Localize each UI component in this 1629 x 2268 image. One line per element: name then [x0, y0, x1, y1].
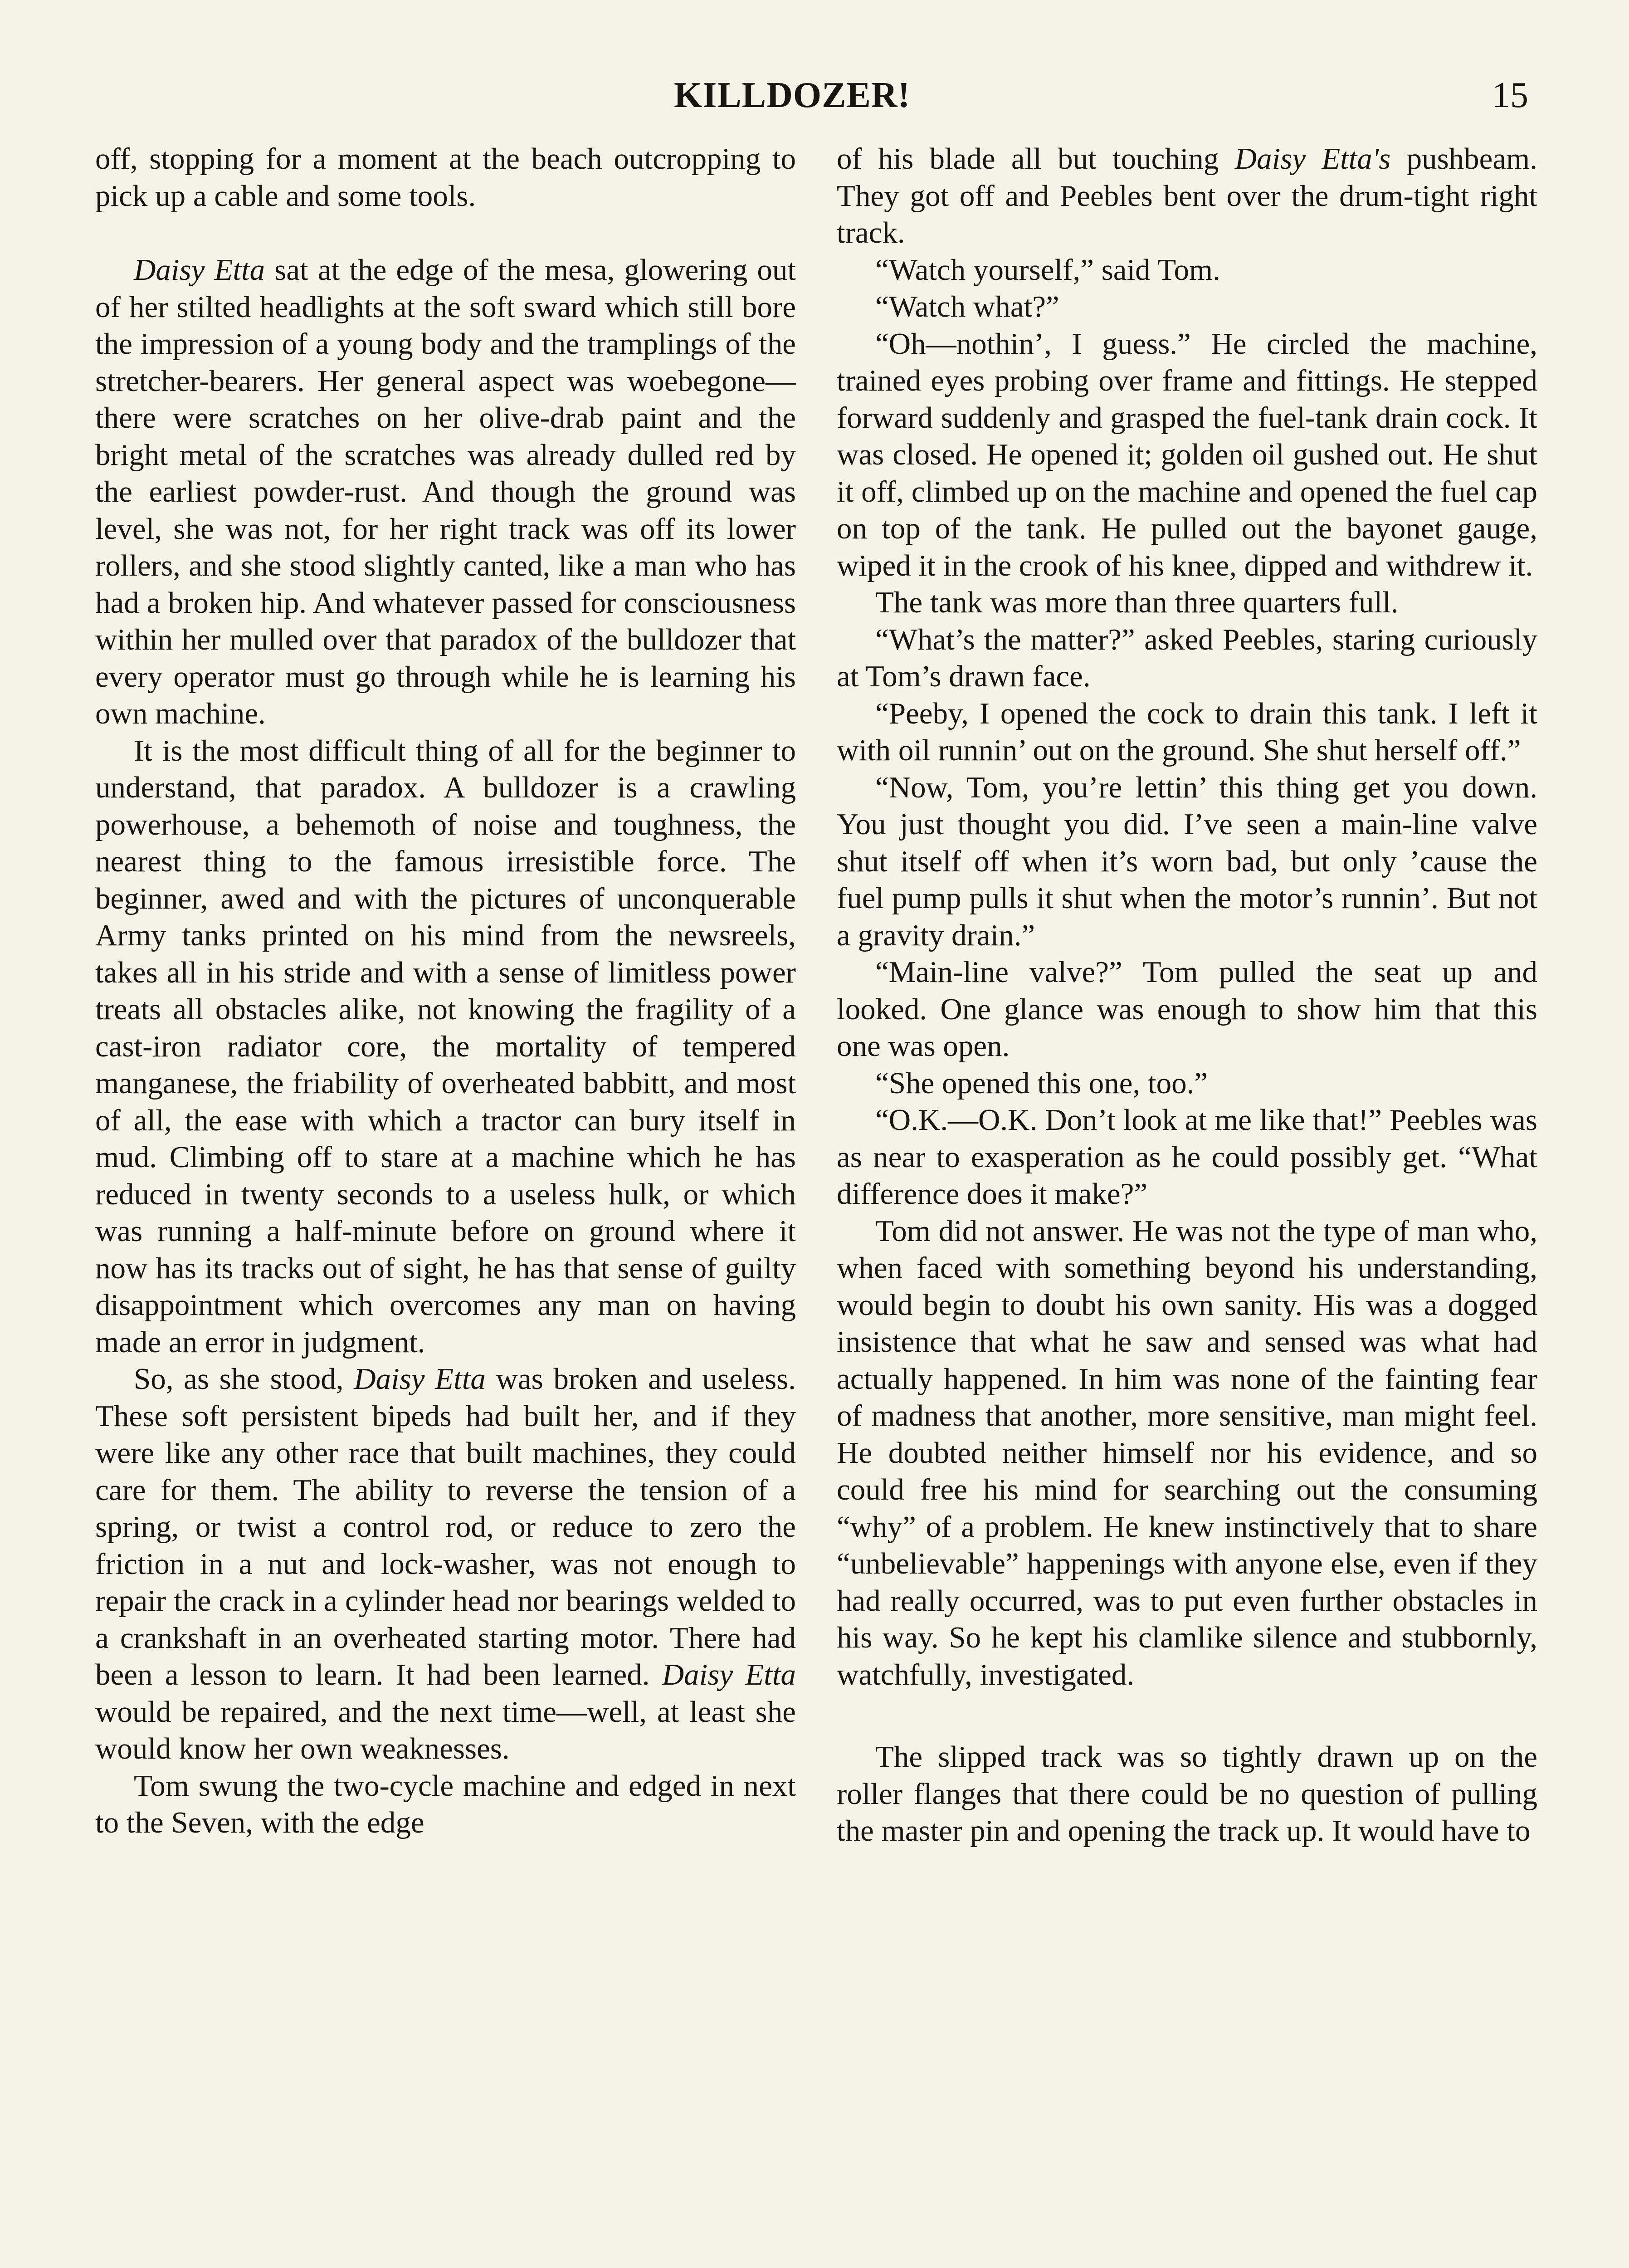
paragraph-text: sat at the edge of the mesa, glowering out of her stilted headlights at the soft sward which still bore the impression of a young body and the tramplings of the stretcher-bearers. Her general aspect was woebegone—there were scratches on her olive-drab paint and the bright metal of the scratches was already dulled red by the earliest powder-rust. And though the ground was level, she was not, for her right track was off its lower rollers, and she stood slightly canted, like a man who has had a broken hip. And whatever passed for consciousness within her mulled over that paradox of the bulldozer that every operator must go through while he is learning his own machine. [95, 253, 796, 730]
paragraph: Tom did not answer. He was not the type of man who, when faced with something beyond his understanding, would begin to doubt his own sanity. His was a dogged insistence that what he saw and sensed was what had actually happened. In him was none of the fainting fear of madness that another, more sensitive, man might feel. He doubted neither himself nor his evidence, and so could free his mind for searching out the consuming “why” of a problem. He knew instinctively that to share “unbelievable” happenings with anyone else, even if they had really occurred, was to put even further obstacles in his way. So he kept his clamlike silence and stubbornly, watchfully, investigated. [837, 1214, 1537, 1691]
page-number: 15 [1492, 75, 1528, 115]
paragraph-text: was broken and useless. These soft persistent bipeds had built her, and if they were like any other race that built machines, they could care for them. The ability to reverse the tension of a spring, or twist a control rod, or reduce to zero the friction in a nut and lock-washer, was not enough to repair the crack in a cylinder head nor bearings welded to a crankshaft in an overheated starting motor. There had been a lesson to learn. It had been learned. [95, 1362, 796, 1691]
running-title: KILLDOZER! [674, 75, 911, 115]
running-header [0, 75, 1629, 129]
dialogue-line: “Watch what?” [875, 290, 1059, 323]
paragraph: “O.K.—O.K. Don’t look at me like that!” Peebles was as near to exasperation as he could possibly get. “What difference does it make?” [837, 1103, 1537, 1211]
italic-name: Daisy Etta [662, 1658, 796, 1691]
paragraph: “Oh—nothin’, I guess.” He circled the machine, trained eyes probing over frame and fittings. He stepped forward suddenly and grasped the fuel-tank drain cock. It was closed. He opened it; golden oil gushed out. He shut it off, climbed up on the machine and opened the fuel cap on top of the tank. He pulled out the bayonet gauge, wiped it in the crook of his knee, dipped and withdrew it. [837, 327, 1537, 582]
paragraph: “Now, Tom, you’re lettin’ this thing get you down. You just thought you did. I’ve seen a main-line valve shut itself off when it’s worn bad, but only ’cause the fuel pump pulls it shut when the motor’s runnin’. But not a gravity drain.” [837, 770, 1537, 952]
paragraph: “What’s the matter?” asked Peebles, staring curiously at Tom’s drawn face. [837, 622, 1537, 693]
paragraph [95, 1361, 796, 1768]
left-column [95, 141, 796, 1842]
paragraph-text: of his blade all but touching [837, 142, 1235, 176]
paragraph: off, stopping for a moment at the beach outcropping to pick up a cable and some tools. [95, 142, 796, 213]
dialogue-line: “She opened this one, too.” [875, 1066, 1208, 1100]
paragraph: Tom swung the two-cycle machine and edged in next to the Seven, with the edge [95, 1769, 796, 1839]
paragraph-text: So, as she stood, [134, 1362, 354, 1396]
paragraph-text: would be repaired, and the next time—well, at least she would know her own weaknesses. [95, 1695, 796, 1765]
italic-name: Daisy Etta [354, 1362, 486, 1396]
paragraph: “Main-line valve?” Tom pulled the seat up and looked. One glance was enough to show him that this one was open. [837, 955, 1537, 1063]
right-column [837, 141, 1537, 1850]
italic-name: Daisy Etta's [1234, 142, 1391, 176]
paragraph: The slipped track was so tightly drawn up on the roller flanges that there could be no question of pulling the master pin and opening the track up. It would have to [837, 1740, 1537, 1848]
paragraph-text: pushbeam. They got off and Peebles bent over the drum-tight right track. [837, 142, 1537, 249]
dialogue-line: “Watch yourself,” said Tom. [875, 253, 1220, 287]
paragraph [95, 252, 796, 733]
paragraph: “Peeby, I opened the cock to drain this tank. I left it with oil runnin’ out on the ground. She shut herself off.” [837, 696, 1537, 767]
paragraph: The tank was more than three quarters full. [875, 586, 1399, 619]
paragraph: It is the most difficult thing of all for the beginner to understand, that paradox. A bulldozer is a crawling powerhouse, a behemoth of noise and toughness, the nearest thing to the famous irresistible force. The beginner, awed and with the pictures of unconquerable Army tanks printed on his mind from the newsreels, takes all in his stride and with a sense of limitless power treats all obstacles alike, not knowing the fragility of a cast-iron radiator core, the mortality of tempered manganese, the friability of overheated babbitt, and most of all, the ease with which a tractor can bury itself in mud. Climbing off to stare at a machine which he has reduced in twenty seconds to a useless hulk, or which was running a half-minute before on ground where it now has its tracks out of sight, he has that sense of guilty disappointment which overcomes any man on having made an error in judgment. [95, 733, 796, 1359]
italic-name: Daisy Etta [134, 253, 265, 287]
paragraph [837, 141, 1537, 252]
